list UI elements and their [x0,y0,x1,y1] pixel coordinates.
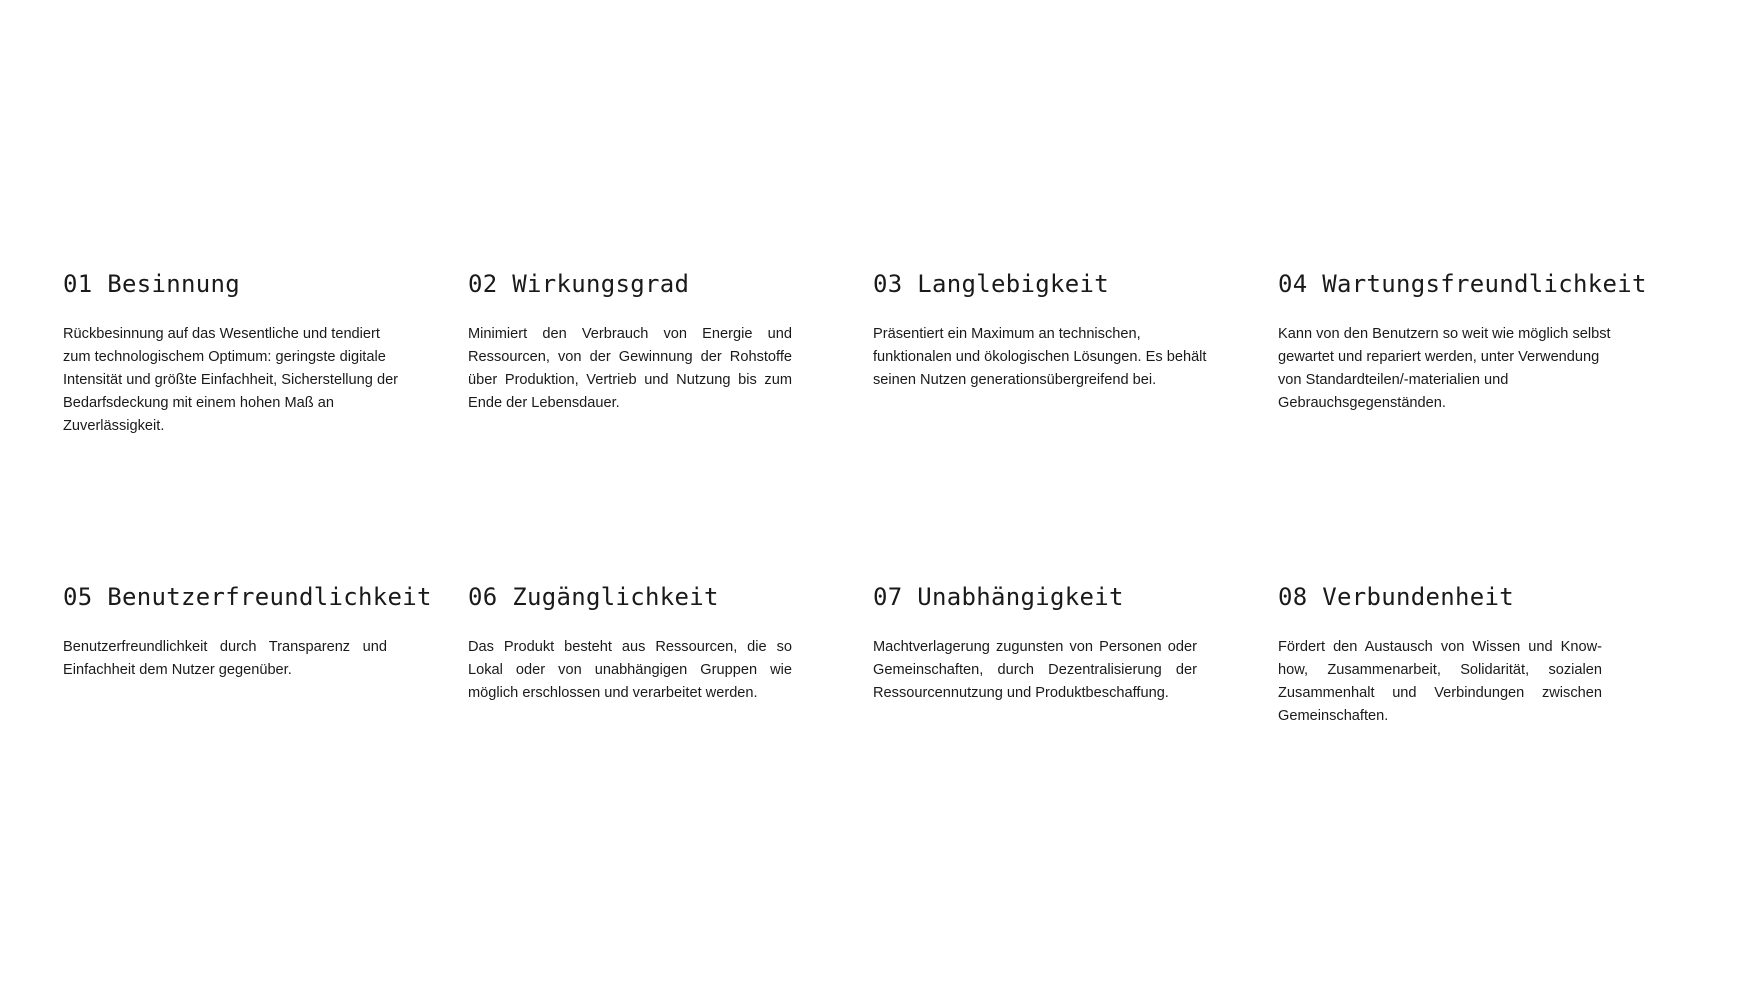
principle-07 [873,577,1203,728]
principle-text: Das Produkt besteht aus Ressourcen, die so Lokal oder von unabhängigen Gruppen wie möglich erschlossen und verarbeitet werden. [468,639,792,701]
principle-03 [873,264,1207,577]
principles-grid [63,264,1703,728]
principle-text: Rückbesinnung auf das Wesentliche und tendiert zum technologischem Optimum: geringste digitale Intensität und größte Einfachheit, Sicherstellung der Bedarfsdeckung mit einem hohen Maß an Zuverlässigkeit. [63,326,399,434]
principle-heading: 03 Langlebigkeit [873,270,1109,298]
principle-text: Minimiert den Verbrauch von Energie und Ressourcen, von der Gewinnung der Rohstoffe über Produktion, Vertrieb und Nutzung bis zum Ende der Lebensdauer. [468,326,792,411]
principle-text: Präsentiert ein Maximum an technischen, funktionalen und ökologischen Lösungen. Es behält seinen Nutzen generationsübergreifend bei. [873,326,1207,388]
principle-06 [468,577,798,728]
principle-08 [1278,577,1608,728]
principle-heading: 01 Besinnung [63,270,240,298]
principle-text: Benutzerfreundlichkeit durch Transparenz und Einfachheit dem Nutzer gegenüber. [63,639,387,678]
principle-01 [63,264,399,577]
principle-heading: 06 Zugänglichkeit [468,583,719,611]
principle-heading: 04 Wartungsfreundlichkeit [1278,270,1647,298]
principle-text: Kann von den Benutzern so weit wie möglich selbst gewartet und repariert werden, unter Verwendung von Standardteilen/-materialien und Gebrauchsgegenständen. [1278,326,1611,411]
principle-02 [468,264,798,577]
principle-05 [63,577,432,728]
principle-heading: 05 Benutzerfreundlichkeit [63,583,432,611]
principle-text: Machtverlagerung zugunsten von Personen oder Gemeinschaften, durch Dezentralisierung der Ressourcennutzung und Produktbeschaffung. [873,639,1197,701]
principle-heading: 08 Verbundenheit [1278,583,1514,611]
principle-heading: 07 Unabhängigkeit [873,583,1124,611]
principle-04 [1278,264,1647,577]
principle-heading: 02 Wirkungsgrad [468,270,690,298]
principle-text: Fördert den Austausch von Wissen und Know-how, Zusammenarbeit, Solidarität, sozialen Zusammenhalt und Verbindungen zwischen Gemeinschaften. [1278,639,1602,724]
